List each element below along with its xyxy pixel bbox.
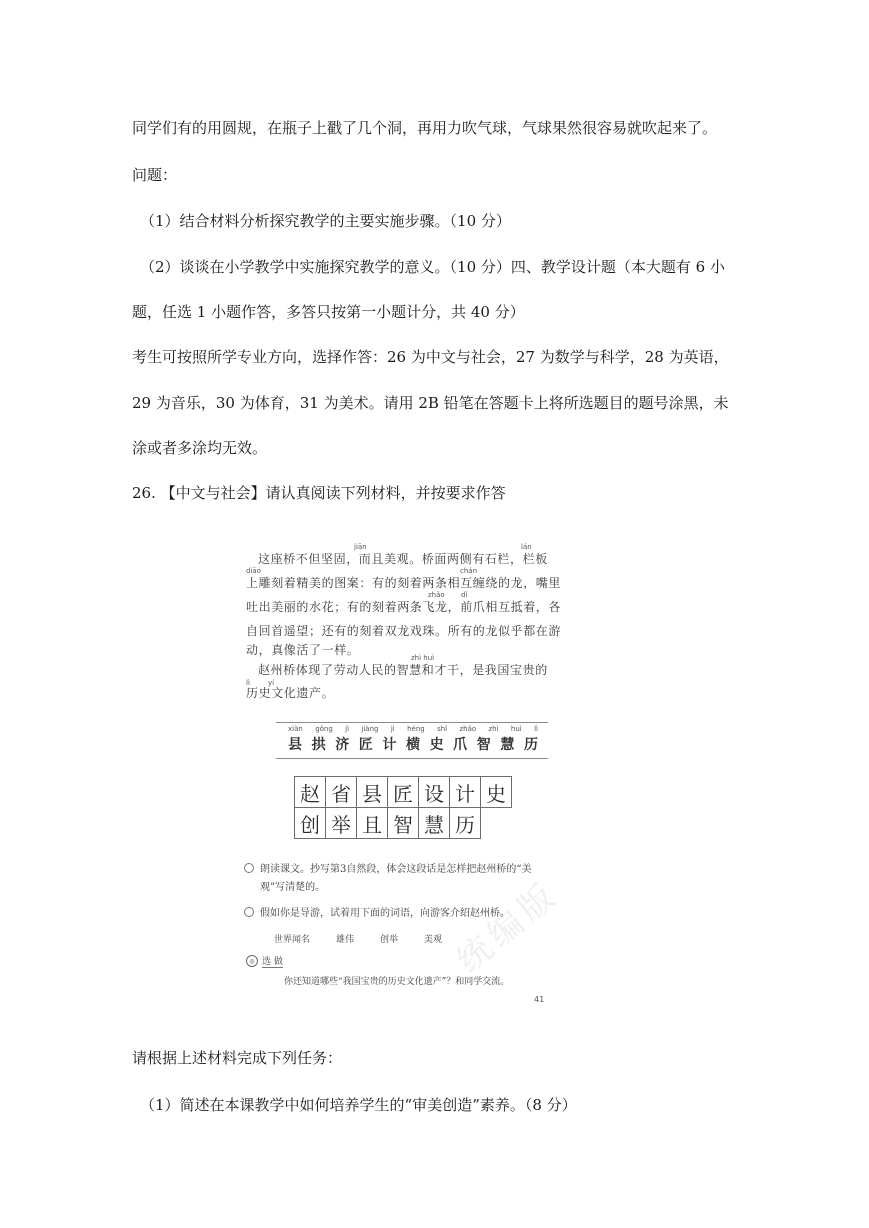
watermark: 统编版 — [449, 873, 568, 982]
passage-line: 自回首遥望；还有的刻着双龙戏珠。所有的龙似乎都在游 — [246, 624, 562, 638]
pinyin: jì — [345, 725, 350, 733]
pinyin-annotation: yí — [268, 679, 275, 687]
recognize-char: 济 — [335, 737, 350, 753]
textbook-page-number: 41 — [534, 995, 545, 1004]
pinyin-annotation: dǐ — [461, 591, 468, 599]
question-1: （1）结合材料分析探究教学的主要实施步骤。（10 分） — [140, 212, 511, 230]
grid-char: 举 — [325, 807, 357, 839]
pinyin: jiàng — [361, 725, 379, 733]
exercise-1-continued: 观”写清楚的。 — [260, 882, 326, 893]
passage-line: 这座桥不但坚固，而且美观。桥面两侧有石栏，栏板 — [258, 552, 548, 566]
word: 创举 — [380, 935, 399, 945]
grid-char: 智 — [387, 807, 419, 839]
grid-char: 且 — [356, 807, 388, 839]
recognize-char: 横 — [405, 737, 420, 753]
pinyin: xiàn — [288, 725, 303, 733]
recognize-char: 计 — [382, 737, 397, 753]
pinyin: shǐ — [437, 725, 448, 733]
recognize-pinyin-row — [288, 725, 538, 733]
passage-line: 吐出美丽的水花；有的刻着两条飞龙，前爪相互抵着，各 — [246, 600, 562, 614]
recognize-char: 历 — [523, 737, 538, 753]
passage-line: 赵州桥体现了劳动人民的智慧和才干，是我国宝贵的 — [258, 663, 548, 677]
pinyin: lì — [534, 725, 538, 733]
passage-line: 动，真像活了一样。 — [246, 643, 360, 657]
passage-line: 历史文化遗产。 — [246, 686, 335, 700]
grid-char: 设 — [418, 776, 450, 808]
pinyin-annotation: zhì huì — [411, 654, 435, 662]
pinyin-annotation: zhǎo — [428, 591, 445, 599]
question-heading: 问题： — [132, 166, 178, 184]
pinyin-annotation: chán — [460, 567, 478, 575]
grid-char: 创 — [294, 807, 326, 839]
section-instruction: 题，任选 1 小题作答，多答只按第一小题计分，共 40 分） — [132, 303, 525, 321]
grid-char: 赵 — [294, 776, 326, 808]
divider — [276, 758, 548, 759]
recognize-char: 史 — [429, 737, 444, 753]
question-26-heading: 26. 【中文与社会】请认真阅读下列材料，并按要求作答 — [132, 484, 506, 502]
pinyin: zhǎo — [459, 725, 477, 733]
grid-char: 计 — [449, 776, 481, 808]
exercise-2: 假如你是导游，试着用下面的词语，向游客介绍赵州桥。 — [244, 906, 510, 922]
textbook-excerpt-image — [236, 540, 568, 1030]
grid-char: 历 — [449, 807, 481, 839]
optional-icon: ◎ — [246, 955, 258, 967]
pinyin: gǒng — [315, 725, 333, 733]
recognize-char: 智 — [476, 737, 491, 753]
word: 世界闻名 — [274, 935, 311, 945]
vocabulary-words — [274, 932, 442, 945]
pinyin: zhì — [488, 725, 499, 733]
grid-char: 县 — [356, 776, 388, 808]
choice-instruction-line-1: 考生可按照所学专业方向，选择作答：26 为中文与社会，27 为数学与科学，28 为英语， — [132, 348, 729, 366]
paragraph-balloon-experiment: 同学们有的用圆规，在瓶子上戳了几个洞，再用力吹气球，气球果然很容易就吹起来了。 — [132, 119, 718, 137]
write-grid-row-1 — [294, 776, 511, 808]
choice-instruction-line-3: 涂或者多涂均无效。 — [132, 439, 268, 457]
recognize-char: 慧 — [500, 737, 515, 753]
write-grid-row-2 — [294, 807, 480, 839]
pinyin-annotation: jiān — [354, 543, 367, 551]
grid-char: 匠 — [387, 776, 419, 808]
optional-task: 你还知道哪些“我国宝贵的历史文化遗产”？和同学交流。 — [284, 977, 510, 987]
grid-char: 省 — [325, 776, 357, 808]
circle-bullet-icon — [244, 907, 254, 917]
task-1: （1）简述在本课教学中如何培养学生的“审美创造”素养。（8 分） — [140, 1096, 577, 1114]
grid-char: 慧 — [418, 807, 450, 839]
pinyin-annotation: lán — [521, 543, 532, 551]
pinyin-annotation: lì — [246, 679, 250, 687]
optional-section-label: ◎ 选 做 — [246, 954, 283, 968]
pinyin: huì — [510, 725, 522, 733]
exercise-1: 朗读课文。抄写第3自然段，体会这段话是怎样把赵州桥的“美 — [244, 862, 531, 878]
pinyin: jì — [390, 725, 395, 733]
divider — [276, 722, 548, 723]
pinyin-annotation: diāo — [246, 567, 261, 575]
grid-char: 史 — [480, 776, 512, 808]
pinyin: héng — [407, 725, 425, 733]
word: 雄伟 — [336, 935, 355, 945]
recognize-char: 县 — [288, 737, 302, 753]
word: 美观 — [424, 935, 443, 945]
recognize-chars-row — [288, 734, 538, 754]
recognize-char: 爪 — [453, 737, 468, 753]
circle-bullet-icon — [244, 863, 254, 873]
task-intro: 请根据上述材料完成下列任务： — [132, 1049, 343, 1067]
question-2: （2）谈谈在小学教学中实施探究教学的意义。（10 分）四、教学设计题（本大题有 6 小 — [140, 258, 725, 276]
recognize-char: 拱 — [311, 737, 326, 753]
choice-instruction-line-2: 29 为音乐，30 为体育，31 为美术。请用 2B 铅笔在答题卡上将所选题目的题号涂黑，未 — [132, 394, 729, 412]
passage-line: 上雕刻着精美的图案：有的刻着两条相互缠绕的龙，嘴里 — [246, 576, 562, 590]
recognize-char: 匠 — [358, 737, 373, 753]
